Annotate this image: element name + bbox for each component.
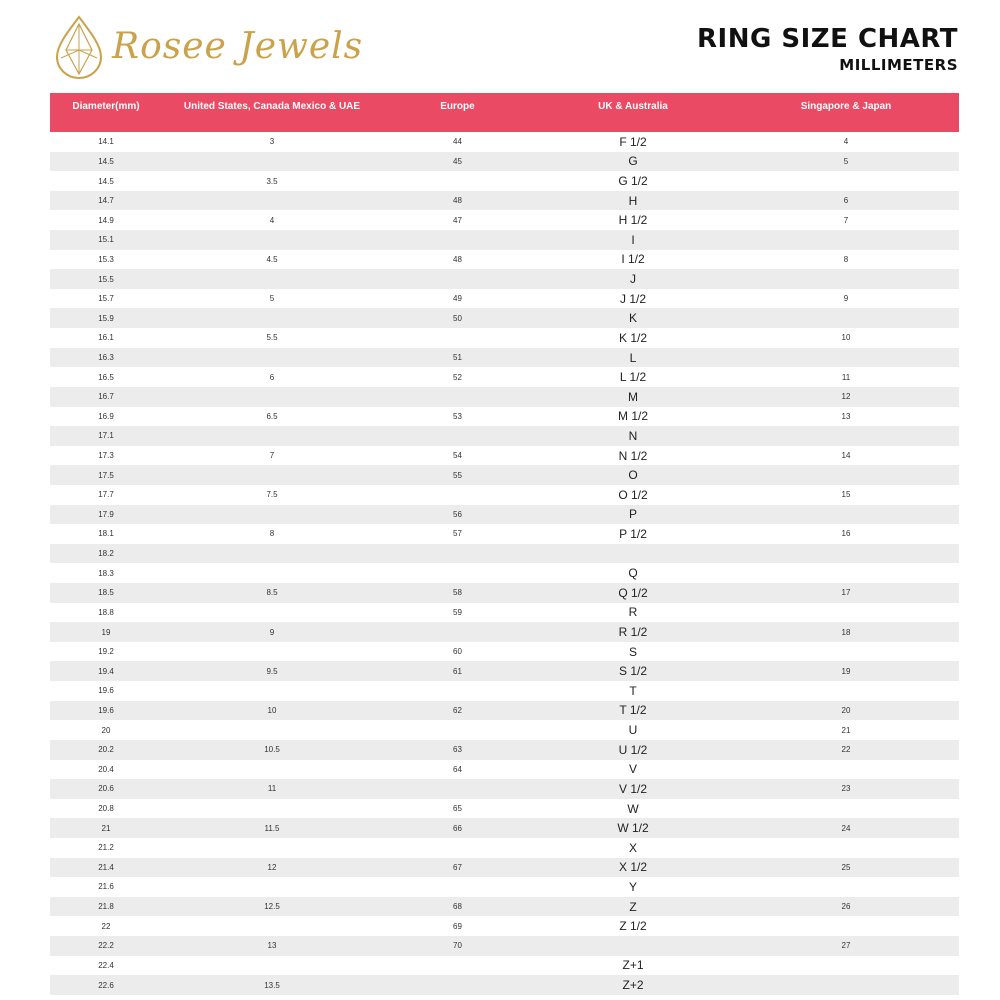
table-row [50,328,959,348]
cell-uk-size: Z+1 [622,958,644,973]
chart-title-block [697,24,958,74]
cell-diameter: 20.4 [98,764,114,774]
cell-us-size: 9 [269,627,275,637]
cell-europe-size: 67 [453,862,462,872]
cell-diameter: 21.2 [98,843,114,853]
cell-europe-size: 54 [453,451,462,461]
cell-singapore-size: 10 [841,333,851,343]
table-row [50,230,959,250]
cell-uk-size: R [628,605,638,620]
cell-europe-size: 70 [453,941,462,951]
cell-europe-size: 48 [453,196,462,206]
cell-singapore-size: 9 [843,294,849,304]
cell-uk-size: R 1/2 [618,625,648,640]
cell-us-size: 3.5 [266,176,278,186]
table-row [50,308,959,328]
cell-europe-size: 45 [453,156,462,166]
table-row [50,289,959,309]
cell-uk-size: U [628,723,638,738]
cell-uk-size: P [628,507,637,522]
cell-diameter: 16.7 [98,392,114,402]
cell-us-size: 12 [267,862,277,872]
table-row [50,799,959,819]
cell-diameter: 14.1 [98,137,114,147]
cell-diameter: 14.9 [98,215,114,225]
cell-diameter: 17.7 [98,490,114,500]
cell-diameter: 16.1 [98,333,114,343]
header-singapore-japan: Singapore & Japan [800,101,892,112]
cell-diameter: 16.3 [98,353,114,362]
table-row [50,269,959,289]
table-row [50,779,959,799]
teardrop-gem-icon [52,14,106,80]
cell-diameter: 18.3 [98,568,114,578]
cell-europe-size: 60 [453,647,462,657]
cell-us-size: 7.5 [266,490,278,500]
cell-diameter: 17.5 [98,470,114,480]
cell-diameter: 20 [101,725,111,735]
cell-diameter: 18.5 [98,588,114,598]
cell-singapore-size: 4 [843,137,849,147]
cell-diameter: 14.7 [98,196,114,206]
cell-us-size: 11.5 [264,823,280,833]
cell-us-size: 4.5 [266,254,278,264]
cell-uk-size: X 1/2 [618,860,648,875]
table-row [50,407,959,427]
page-subtitle: MILLIMETERS [839,56,958,74]
cell-uk-size: X [628,840,637,855]
cell-singapore-size: 18 [841,627,851,637]
cell-singapore-size: 8 [843,254,849,264]
header-us-canada: United States, Canada Mexico & UAE [183,101,361,112]
table-row [50,661,959,681]
table-row [50,701,959,721]
table-row [50,250,959,270]
table-row [50,171,959,191]
cell-uk-size: T [629,683,637,698]
table-row [50,583,959,603]
cell-uk-size: W 1/2 [617,821,649,836]
cell-uk-size: I 1/2 [621,252,645,267]
cell-diameter: 17.9 [98,509,114,519]
cell-uk-size: H 1/2 [618,213,648,228]
cell-singapore-size: 11 [841,372,851,382]
cell-europe-size: 55 [453,470,462,480]
table-row [50,956,959,976]
cell-europe-size: 52 [453,372,462,382]
cell-singapore-size: 16 [841,529,851,539]
cell-diameter: 20.2 [98,745,114,755]
cell-uk-size: I [631,232,635,247]
table-row [50,681,959,701]
cell-uk-size: O 1/2 [618,487,648,502]
header-uk-australia: UK & Australia [598,101,668,112]
table-row [50,563,959,583]
table-row [50,975,959,995]
cell-diameter: 18.1 [98,529,114,539]
cell-uk-size: S 1/2 [618,664,648,679]
cell-diameter: 22 [101,921,111,931]
cell-europe-size: 51 [453,353,462,362]
cell-diameter: 18.2 [98,549,114,559]
page-title: RING SIZE CHART [697,24,958,54]
cell-diameter: 14.5 [98,176,114,186]
cell-uk-size: M 1/2 [617,409,648,424]
cell-uk-size: V 1/2 [618,781,648,796]
cell-singapore-size: 7 [843,215,849,225]
cell-singapore-size: 26 [841,902,851,912]
cell-singapore-size: 13 [841,411,851,421]
cell-us-size: 6 [269,372,275,382]
table-row [50,622,959,642]
table-row [50,544,959,564]
cell-diameter: 21.4 [98,862,114,872]
cell-diameter: 16.5 [98,372,114,382]
cell-diameter: 15.3 [98,254,114,264]
cell-europe-size: 49 [453,294,462,304]
cell-uk-size: G [628,154,638,169]
table-row [50,818,959,838]
cell-europe-size: 61 [453,666,462,676]
cell-uk-size: K 1/2 [618,330,648,345]
table-row [50,387,959,407]
table-row [50,210,959,230]
table-row [50,858,959,878]
cell-uk-size: N 1/2 [618,448,648,463]
cell-diameter: 15.7 [98,294,114,304]
cell-singapore-size: 12 [841,392,851,402]
table-row [50,152,959,172]
page-header [0,0,1000,92]
cell-diameter: 20.8 [98,804,114,814]
header-europe: Europe [440,101,475,112]
table-row [50,465,959,485]
cell-singapore-size: 19 [841,666,851,676]
cell-us-size: 6.5 [266,411,278,421]
cell-europe-size: 48 [453,254,462,264]
cell-uk-size: Q [628,566,638,581]
cell-diameter: 15.1 [98,235,114,245]
cell-singapore-size: 24 [841,823,851,833]
cell-europe-size: 56 [453,509,462,519]
table-row [50,642,959,662]
cell-diameter: 19.6 [98,705,114,715]
cell-us-size: 11 [267,784,277,794]
cell-diameter: 22.2 [98,941,114,951]
cell-uk-size: Q 1/2 [618,585,648,600]
header-diameter: Diameter(mm) [72,101,140,112]
cell-diameter: 21.8 [98,902,114,912]
cell-singapore-size: 25 [841,862,851,872]
cell-uk-size: V [628,762,637,777]
cell-europe-size: 65 [453,804,462,814]
table-row [50,760,959,780]
table-row [50,485,959,505]
table-row [50,603,959,623]
cell-uk-size: Z+2 [622,978,644,992]
cell-us-size: 5.5 [266,333,278,343]
cell-singapore-size: 5 [843,156,849,166]
cell-diameter: 14.5 [98,156,114,166]
table-row [50,426,959,446]
table-row [50,936,959,956]
cell-us-size: 8 [269,529,275,539]
cell-uk-size: F 1/2 [619,134,647,149]
cell-diameter: 19 [101,627,111,637]
cell-uk-size: Z 1/2 [619,919,647,934]
cell-diameter: 22.6 [98,980,114,990]
table-row [50,897,959,917]
cell-singapore-size: 15 [841,490,851,500]
cell-us-size: 9.5 [266,666,278,676]
cell-uk-size: Z [629,899,637,914]
cell-uk-size: N [628,428,638,443]
cell-singapore-size: 21 [841,725,851,735]
brand-name: Rosee Jewels [112,26,364,67]
table-row [50,877,959,897]
cell-us-size: 7 [269,451,275,461]
cell-europe-size: 53 [453,411,462,421]
cell-diameter: 18.8 [98,607,114,617]
table-row [50,524,959,544]
cell-diameter: 17.3 [98,451,114,461]
cell-us-size: 10 [267,705,277,715]
cell-europe-size: 50 [453,313,462,323]
cell-singapore-size: 14 [841,451,851,461]
cell-singapore-size: 23 [841,784,851,794]
table-row [50,838,959,858]
cell-diameter: 21.6 [98,882,114,892]
cell-europe-size: 62 [453,705,462,715]
table-row [50,446,959,466]
cell-europe-size: 47 [453,215,462,225]
cell-uk-size: L [629,350,637,365]
cell-europe-size: 59 [453,607,462,617]
cell-singapore-size: 6 [843,196,849,206]
cell-uk-size: L 1/2 [619,370,647,385]
cell-europe-size: 69 [453,921,462,931]
cell-singapore-size: 17 [841,588,851,598]
cell-uk-size: P 1/2 [619,526,647,541]
brand-logo [52,14,364,80]
table-row [50,367,959,387]
cell-uk-size: G 1/2 [618,174,648,189]
cell-us-size: 8.5 [266,588,278,598]
table-row [50,191,959,211]
cell-us-size: 12.5 [264,902,280,912]
cell-diameter: 19.6 [98,686,114,696]
cell-diameter: 17.1 [98,431,114,441]
cell-uk-size: U 1/2 [618,742,648,757]
cell-diameter: 15.5 [98,274,114,284]
table-row [50,132,959,152]
cell-us-size: 4 [269,215,275,225]
table-row [50,348,959,368]
ring-size-table [50,93,959,995]
cell-uk-size: J [630,272,636,287]
cell-europe-size: 64 [453,764,462,774]
cell-us-size: 5 [269,294,275,304]
cell-us-size: 3 [269,137,275,147]
cell-europe-size: 44 [453,137,462,147]
table-body [50,132,959,995]
cell-diameter: 19.2 [98,647,114,657]
cell-diameter: 20.6 [98,784,114,794]
table-row [50,720,959,740]
cell-uk-size: J 1/2 [619,291,646,306]
cell-europe-size: 57 [453,529,462,539]
cell-us-size: 10.5 [264,745,280,755]
cell-diameter: 19.4 [98,666,114,676]
cell-us-size: 13 [267,941,277,951]
cell-europe-size: 63 [453,745,462,755]
cell-diameter: 22.4 [98,960,114,970]
cell-uk-size: T 1/2 [619,703,647,718]
cell-uk-size: W [627,801,639,816]
cell-uk-size: H [628,193,638,208]
cell-europe-size: 66 [453,823,462,833]
cell-europe-size: 58 [453,588,462,598]
cell-diameter: 16.9 [98,411,114,421]
cell-uk-size: O [628,468,638,483]
table-row [50,740,959,760]
cell-singapore-size: 20 [841,705,851,715]
cell-singapore-size: 27 [841,941,851,951]
cell-diameter: 21 [101,823,111,833]
cell-uk-size: S [628,644,637,659]
cell-diameter: 15.9 [98,313,114,323]
cell-europe-size: 68 [453,902,462,912]
cell-uk-size: K [628,311,637,326]
cell-uk-size: Y [628,879,637,894]
cell-singapore-size: 22 [841,745,851,755]
table-header [50,93,959,132]
table-row [50,505,959,525]
cell-us-size: 13.5 [264,980,280,990]
cell-uk-size: M [628,389,638,404]
table-row [50,916,959,936]
